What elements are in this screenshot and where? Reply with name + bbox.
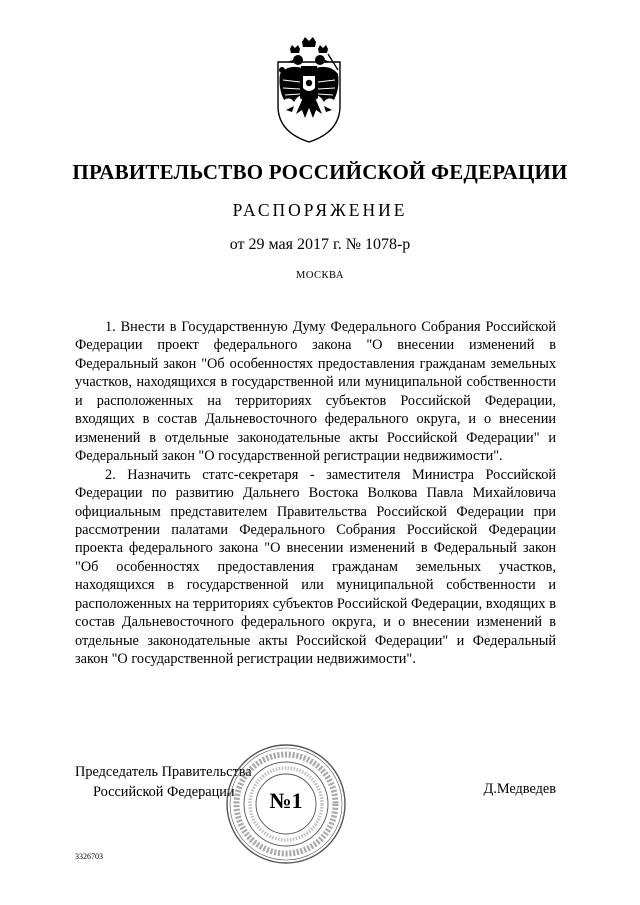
paragraph-1: 1. Внести в Государственную Думу Федерального Собрания Российской Федерации проект федерального закона "О внесении изменений в Федеральный закон "Об особенностях предоставления гражданам земельных участков, находящихся в государственной или муниципальной собственности и расположенных на территориях субъектов Российской Федерации, входящих в состав Дальневосточного федерального округа, и о внесении изменений в отдельные законодательные акты Российской Федерации" и Федеральный закон "О государственной регистрации недвижимости". [75, 319, 556, 465]
document-body [75, 318, 556, 669]
document-code: 3326703 [75, 852, 103, 861]
signatory-name: Д.Медведев [483, 781, 556, 797]
signatory-title-line2: Российской Федерации [93, 784, 235, 800]
stamp-number: №1 [269, 788, 303, 813]
coat-of-arms-icon [272, 36, 346, 146]
paragraph-2: 2. Назначить статс-секретаря - заместителя Министра Российской Федерации по развитию Дальнего Востока Волкова Павла Михайловича официальным представителем Правительства Российской Федерации при рассмотрении палатами Федерального Собрания Российской Федерации проекта федерального закона "О внесении изменений в Федеральный закон "Об особенностях предоставления гражданам земельных участков, находящихся в государственной или муниципальной собственности и расположенных на территориях субъектов Российской Федерации, входящих в состав Дальневосточного федерального округа, и о внесении изменений в отдельные законодательные акты Российской Федерации" и Федеральный закон "О государственной регистрации недвижимости". [75, 466, 556, 668]
signatory-title-line1: Председатель Правительства [75, 764, 252, 780]
government-title: ПРАВИТЕЛЬСТВО РОССИЙСКОЙ ФЕДЕРАЦИИ [72, 160, 568, 184]
document-city: МОСКВА [296, 270, 344, 281]
document-date-number: от 29 мая 2017 г. № 1078-р [229, 236, 411, 253]
document-type: РАСПОРЯЖЕНИЕ [232, 200, 408, 220]
